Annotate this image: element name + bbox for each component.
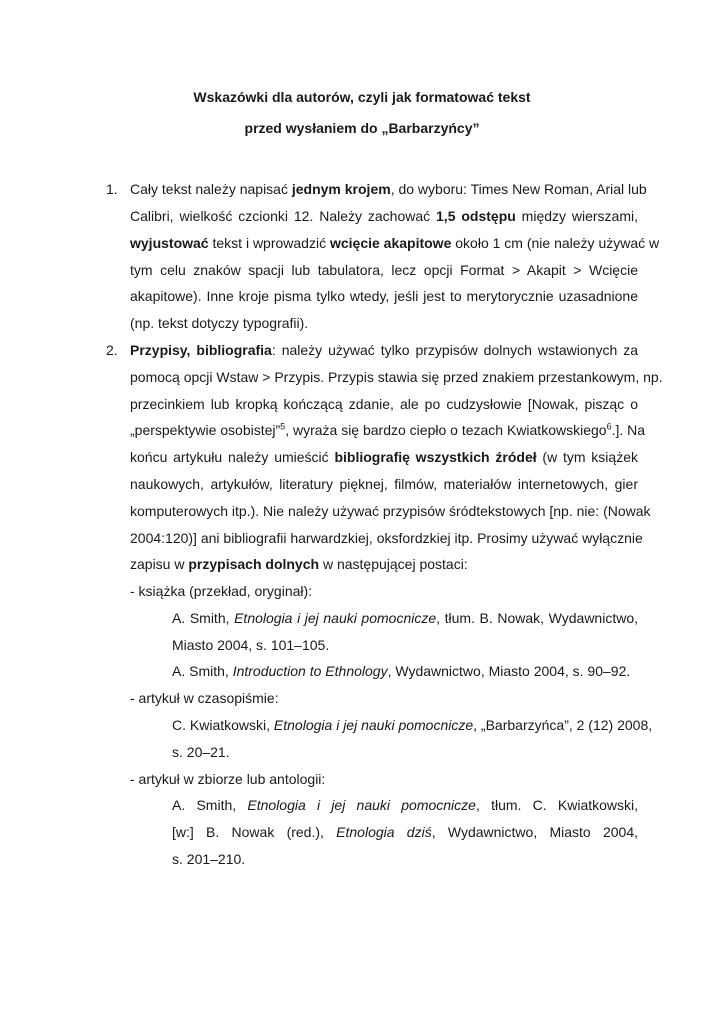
list-item-line: akapitowe). Inne kroje pisma tylko wtedy, jeśli jest to merytorycznie uzasadnione: [130, 288, 638, 304]
list-item-line: zapisu w przypisach dolnych w następującej postaci:: [130, 556, 468, 572]
example-book-1-cont: Miasto 2004, s. 101–105.: [172, 637, 330, 653]
list-item-line: komputerowych itp.). Nie należy używać przypisów śródtekstowych [np. nie: (Nowak: [130, 503, 651, 519]
page-subtitle: przed wysłaniem do „Barbarzyńcy”: [244, 120, 480, 136]
page-title: Wskazówki dla autorów, czyli jak formatować tekst: [193, 89, 531, 105]
example-label-journal: - artykuł w czasopiśmie:: [130, 690, 279, 706]
example-label-book: - książka (przekład, oryginał):: [130, 583, 313, 599]
list-item-line: pomocą opcji Wstaw > Przypis. Przypis stawia się przed znakiem przestankowym, np.: [130, 369, 663, 385]
example-journal: C. Kwiatkowski, Etnologia i jej nauki pomocnicze, „Barbarzyńca”, 2 (12) 2008,: [172, 717, 653, 733]
list-item-line: Przypisy, bibliografia: należy używać tylko przypisów dolnych wstawionych za: [130, 342, 638, 358]
list-item-line: przecinkiem lub kropką kończącą zdanie, ale po cudzysłowie [Nowak, pisząc o: [130, 396, 638, 412]
example-label-anthology: - artykuł w zbiorze lub antologii:: [130, 771, 326, 787]
example-book-1: A. Smith, Etnologia i jej nauki pomocnicze, tłum. B. Nowak, Wydawnictwo,: [172, 610, 638, 626]
example-anthology: A. Smith, Etnologia i jej nauki pomocnicze, tłum. C. Kwiatkowski,: [172, 797, 639, 813]
list-item-line: naukowych, artykułów, literatury pięknej, filmów, materiałów internetowych, gier: [130, 476, 638, 492]
list-item-number: 1.: [106, 181, 118, 197]
list-item-line: Calibri, wielkość czcionki 12. Należy zachować 1,5 odstępu między wierszami,: [130, 208, 639, 224]
list-item-line: końcu artykułu należy umieścić bibliografię wszystkich źródeł (w tym książek: [130, 449, 638, 465]
example-anthology-pages: s. 201–210.: [172, 851, 246, 867]
list-item-line: wyjustować tekst i wprowadzić wcięcie akapitowe około 1 cm (nie należy używać w: [130, 235, 660, 251]
list-item-line: (np. tekst dotyczy typografii).: [130, 315, 309, 331]
example-journal-cont: s. 20–21.: [172, 744, 230, 760]
list-item-line: tym celu znaków spacji lub tabulatora, lecz opcji Format > Akapit > Wcięcie: [130, 262, 638, 278]
list-item-line: „perspektywie osobistej”$^5$, wyraża się bardzo ciepło o tezach Kwiatkowskiego$^6$.]. Na: [130, 421, 646, 438]
list-item-line: 2004:120)] ani bibliografii harwardzkiej, oksfordzkiej itp. Prosimy używać wyłącznie: [130, 530, 643, 546]
footnote-ref: 6: [606, 421, 612, 432]
list-item-number: 2.: [106, 342, 118, 358]
example-anthology-cont: [w:] B. Nowak (red.), Etnologia dziś, Wydawnictwo, Miasto 2004,: [172, 824, 638, 840]
list-item-line: Cały tekst należy napisać jednym krojem, do wyboru: Times New Roman, Arial lub: [130, 181, 647, 197]
example-book-2: A. Smith, Introduction to Ethnology, Wydawnictwo, Miasto 2004, s. 90–92.: [172, 663, 631, 679]
footnote-ref: 5: [280, 421, 286, 432]
